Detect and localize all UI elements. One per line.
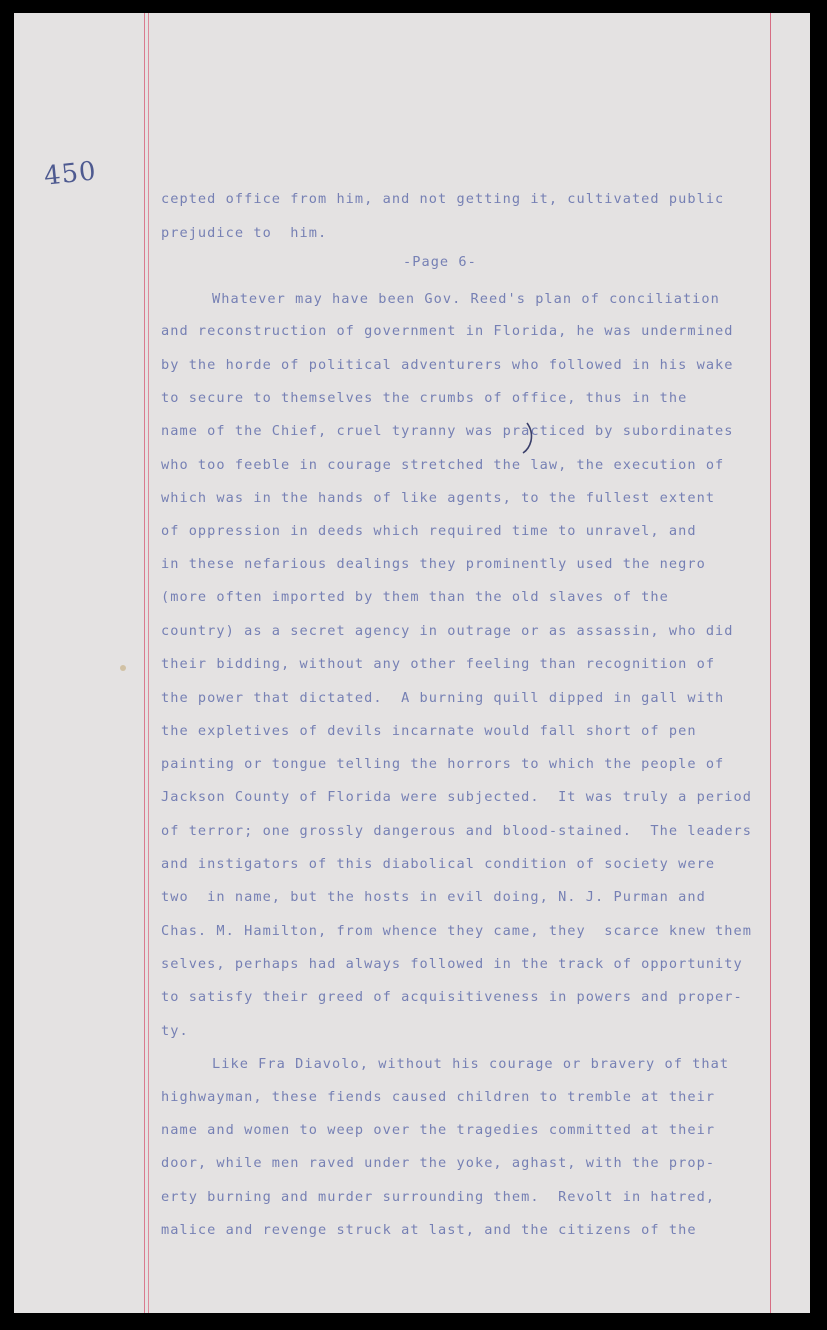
text-line-24: to satisfy their greed of acquisitiveness in powers and proper- <box>161 989 743 1005</box>
text-line-20: and instigators of this diabolical condition of society were <box>161 856 716 872</box>
text-line-21: two in name, but the hosts in evil doing, N. J. Purman and <box>161 889 706 905</box>
text-line-15: the power that dictated. A burning quill dipped in gall with <box>161 690 725 706</box>
text-line-25: ty. <box>161 1023 189 1039</box>
text-line-18: Jackson County of Florida were subjected. It was truly a period <box>161 789 752 805</box>
text-line-29: door, while men raved under the yoke, aghast, with the prop- <box>161 1155 716 1171</box>
text-line-8: who too feeble in courage stretched the law, the execution of <box>161 457 725 473</box>
text-line-4: and reconstruction of government in Florida, he was undermined <box>161 323 734 339</box>
text-line-31: malice and revenge struck at last, and the citizens of the <box>161 1222 697 1238</box>
text-line-6: to secure to themselves the crumbs of office, thus in the <box>161 390 688 406</box>
text-line-12: (more often imported by them than the old slaves of the <box>161 589 669 605</box>
left-margin-rule-inner <box>148 13 149 1313</box>
text-line-10: of oppression in deeds which required time to unravel, and <box>161 523 697 539</box>
text-line-3: Whatever may have been Gov. Reed's plan of conciliation <box>212 291 720 307</box>
text-line-16: the expletives of devils incarnate would fall short of pen <box>161 723 697 739</box>
text-line-28: name and women to weep over the tragedies committed at their <box>161 1122 716 1138</box>
text-line-22: Chas. M. Hamilton, from whence they came, they scarce knew them <box>161 923 752 939</box>
pencil-correction-mark <box>519 421 539 457</box>
text-line-11: in these nefarious dealings they prominently used the negro <box>161 556 706 572</box>
text-line-13: country) as a secret agency in outrage or as assassin, who did <box>161 623 734 639</box>
text-line-23: selves, perhaps had always followed in the track of opportunity <box>161 956 743 972</box>
text-line-7: name of the Chief, cruel tyranny was practiced by subordinates <box>161 423 734 439</box>
typewritten-page <box>14 13 810 1313</box>
text-line-5: by the horde of political adventurers who followed in his wake <box>161 357 734 373</box>
text-line-26: Like Fra Diavolo, without his courage or bravery of that <box>212 1056 730 1072</box>
text-line-30: erty burning and murder surrounding them. Revolt in hatred, <box>161 1189 716 1205</box>
text-line-19: of terror; one grossly dangerous and blood-stained. The leaders <box>161 823 752 839</box>
text-line-2: prejudice to him. <box>161 225 328 241</box>
paper-stain <box>120 665 126 671</box>
text-line-17: painting or tongue telling the horrors to which the people of <box>161 756 725 772</box>
handwritten-page-number: 450 <box>42 156 99 192</box>
left-margin-rule <box>144 13 145 1313</box>
right-margin-rule <box>770 13 771 1313</box>
text-line-1: cepted office from him, and not getting it, cultivated public <box>161 191 725 207</box>
page-label: -Page 6- <box>403 254 477 270</box>
text-line-14: their bidding, without any other feeling than recognition of <box>161 656 716 672</box>
text-line-27: highwayman, these fiends caused children to tremble at their <box>161 1089 716 1105</box>
text-line-9: which was in the hands of like agents, to the fullest extent <box>161 490 716 506</box>
